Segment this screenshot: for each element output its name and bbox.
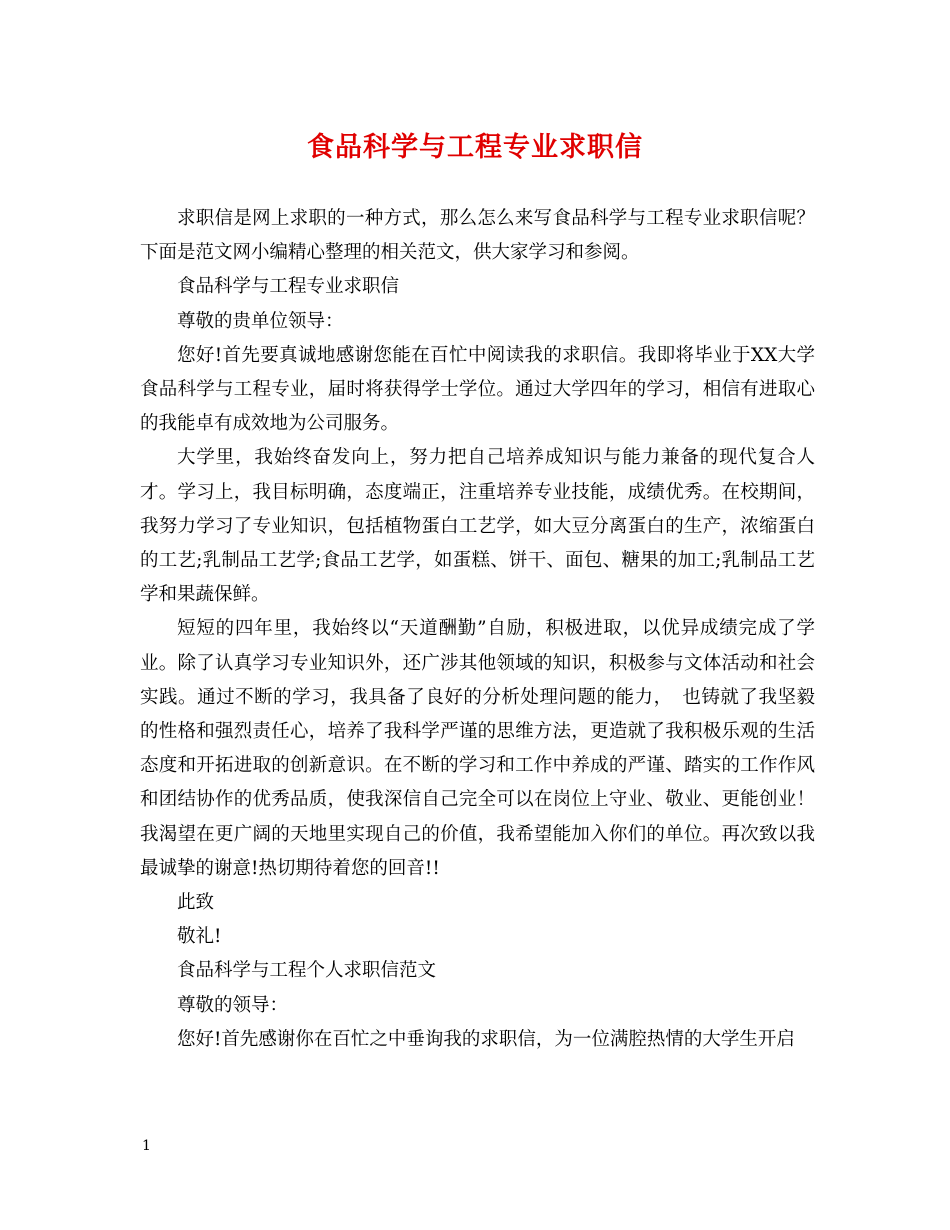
paragraph-four-years: 短短的四年里，我始终以“天道酬勤”自励，积极进取，以优异成绩完成了学业。除了认真学习专业知识外，还广涉其他领域的知识，积极参与文体活动和社会实践。通过不断的学习，我具备了良好的分析处理问题的能力， 也铸就了我坚毅的性格和强烈责任心，培养了我科学严谨的思维方法，更造就了我积极乐观的生活态度和开拓进取的创新意识。在不断的学习和工作中养成的严谨、踏实的工作作风和团结协作的优秀品质，使我深信自己完全可以在岗位上守业、敬业、更能创业！我渴望在更广阔的天地里实现自己的价值，我希望能加入你们的单位。再次致以我最诚挚的谢意!热切期待着您的回音!! xyxy=(140,618,815,879)
paragraph-greeting: 您好!首先要真诚地感谢您能在百忙中阅读我的求职信。我即将毕业于XX大学食品科学与工程专业，届时将获得学士学位。通过大学四年的学习，相信有进取心的我能卓有成效地为公司服务。 xyxy=(140,344,815,435)
paragraph-university: 大学里，我始终奋发向上，努力把自己培养成知识与能力兼备的现代复合人才。学习上，我目标明确，态度端正，注重培养专业技能，成绩优秀。在校期间，我努力学习了专业知识，包括植物蛋白工艺学，如大豆分离蛋白的生产，浓缩蛋白的工艺;乳制品工艺学;食品工艺学，如蛋糕、饼干、面包、糖果的加工;乳制品工艺学和果蔬保鲜。 xyxy=(140,447,815,606)
paragraph-closing: 此致 xyxy=(177,892,215,914)
document-body xyxy=(140,202,815,1057)
paragraph-second-salutation: 尊敬的领导： xyxy=(177,994,289,1016)
paragraph-regards: 敬礼! xyxy=(177,926,222,948)
paragraph-subtitle: 食品科学与工程专业求职信 xyxy=(177,276,400,298)
paragraph-second-greeting: 您好!首先感谢你在百忙之中垂询我的求职信，为一位满腔热情的大学生开启 xyxy=(177,1028,795,1050)
paragraph-salutation: 尊敬的贵单位领导： xyxy=(177,310,344,332)
paragraph-second-title: 食品科学与工程个人求职信范文 xyxy=(177,960,437,982)
document-title: 食品科学与工程专业求职信 xyxy=(307,132,643,163)
page-number: 1 xyxy=(142,1138,151,1154)
paragraph-intro: 求职信是网上求职的一种方式，那么怎么来写食品科学与工程专业求职信呢？下面是范文网小编精心整理的相关范文，供大家学习和参阅。 xyxy=(140,208,815,264)
